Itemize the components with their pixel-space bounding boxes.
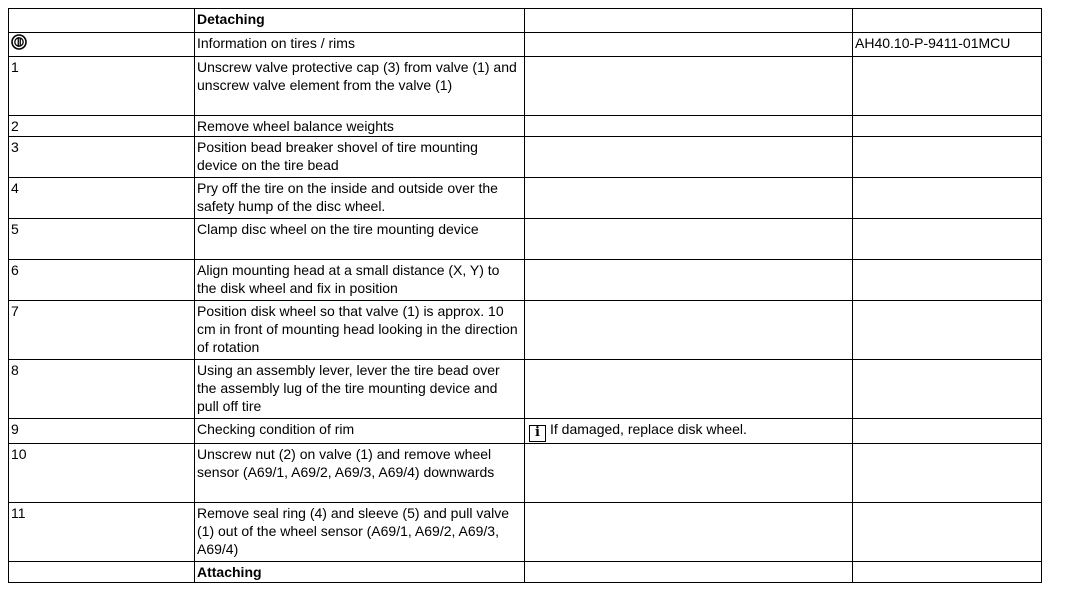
empty-cell [853, 178, 1042, 219]
note-cell [525, 419, 853, 444]
empty-cell [853, 260, 1042, 301]
empty-cell [853, 219, 1042, 260]
step-text: Pry off the tire on the inside and outside over the safety hump of the disc wheel. [195, 178, 525, 219]
table-row-step [9, 57, 1042, 116]
step-number: 9 [9, 419, 195, 444]
step-text: Unscrew nut (2) on valve (1) and remove wheel sensor (A69/1, A69/2, A69/3, A69/4) downwards [195, 444, 525, 503]
step-number: 3 [9, 137, 195, 178]
info-icon-cell [9, 33, 195, 57]
table-row-step [9, 178, 1042, 219]
empty-cell [525, 503, 853, 562]
table-row-step [9, 503, 1042, 562]
empty-cell [525, 137, 853, 178]
empty-cell [525, 219, 853, 260]
table-row-info [9, 33, 1042, 57]
step-text: Remove wheel balance weights [195, 116, 525, 137]
empty-cell [853, 444, 1042, 503]
info-reference-link[interactable]: AH40.10-P-9411-01MCU [853, 33, 1042, 57]
empty-cell [525, 444, 853, 503]
step-number: 11 [9, 503, 195, 562]
step-text: Align mounting head at a small distance (X, Y) to the disk wheel and fix in position [195, 260, 525, 301]
info-note-icon: i [529, 425, 546, 442]
empty-cell [525, 178, 853, 219]
table-row-step [9, 301, 1042, 360]
empty-cell [853, 116, 1042, 137]
table-row-step [9, 116, 1042, 137]
empty-cell [853, 360, 1042, 419]
empty-cell [853, 503, 1042, 562]
step-text: Checking condition of rim [195, 419, 525, 444]
step-text: Clamp disc wheel on the tire mounting device [195, 219, 525, 260]
empty-cell [525, 9, 853, 33]
table-row-detaching-header [9, 9, 1042, 33]
step-number: 4 [9, 178, 195, 219]
table-row-step [9, 219, 1042, 260]
step-number: 5 [9, 219, 195, 260]
empty-cell [853, 419, 1042, 444]
step-text: Using an assembly lever, lever the tire bead over the assembly lug of the tire mounting device and pull off tire [195, 360, 525, 419]
step-number: 8 [9, 360, 195, 419]
table-row-step [9, 444, 1042, 503]
procedure-table-container [8, 8, 1042, 583]
table-row-step [9, 419, 1042, 444]
empty-cell [9, 9, 195, 33]
step-number: 7 [9, 301, 195, 360]
empty-cell [525, 260, 853, 301]
empty-cell [525, 562, 853, 583]
step-number: 2 [9, 116, 195, 137]
step-text: Position disk wheel so that valve (1) is approx. 10 cm in front of mounting head looking in the direction of rotation [195, 301, 525, 360]
tire-rim-info-icon [11, 34, 27, 50]
table-row-step [9, 137, 1042, 178]
step-text: Remove seal ring (4) and sleeve (5) and pull valve (1) out of the wheel sensor (A69/1, A69/2, A69/3, A69/4) [195, 503, 525, 562]
empty-cell [525, 57, 853, 116]
section-heading-detaching: Detaching [195, 9, 525, 33]
info-label: Information on tires / rims [195, 33, 525, 57]
empty-cell [9, 562, 195, 583]
empty-cell [853, 562, 1042, 583]
empty-cell [853, 137, 1042, 178]
step-text: Position bead breaker shovel of tire mounting device on the tire bead [195, 137, 525, 178]
step-text: Unscrew valve protective cap (3) from valve (1) and unscrew valve element from the valve (1) [195, 57, 525, 116]
procedure-table [8, 8, 1042, 583]
empty-cell [525, 116, 853, 137]
table-row-step [9, 260, 1042, 301]
empty-cell [853, 9, 1042, 33]
empty-cell [853, 301, 1042, 360]
empty-cell [525, 33, 853, 57]
step-number: 10 [9, 444, 195, 503]
step-number: 6 [9, 260, 195, 301]
table-row-step [9, 360, 1042, 419]
section-heading-attaching: Attaching [195, 562, 525, 583]
table-row-attaching-header [9, 562, 1042, 583]
empty-cell [525, 360, 853, 419]
note-text: If damaged, replace disk wheel. [550, 421, 747, 437]
empty-cell [525, 301, 853, 360]
step-number: 1 [9, 57, 195, 116]
empty-cell [853, 57, 1042, 116]
